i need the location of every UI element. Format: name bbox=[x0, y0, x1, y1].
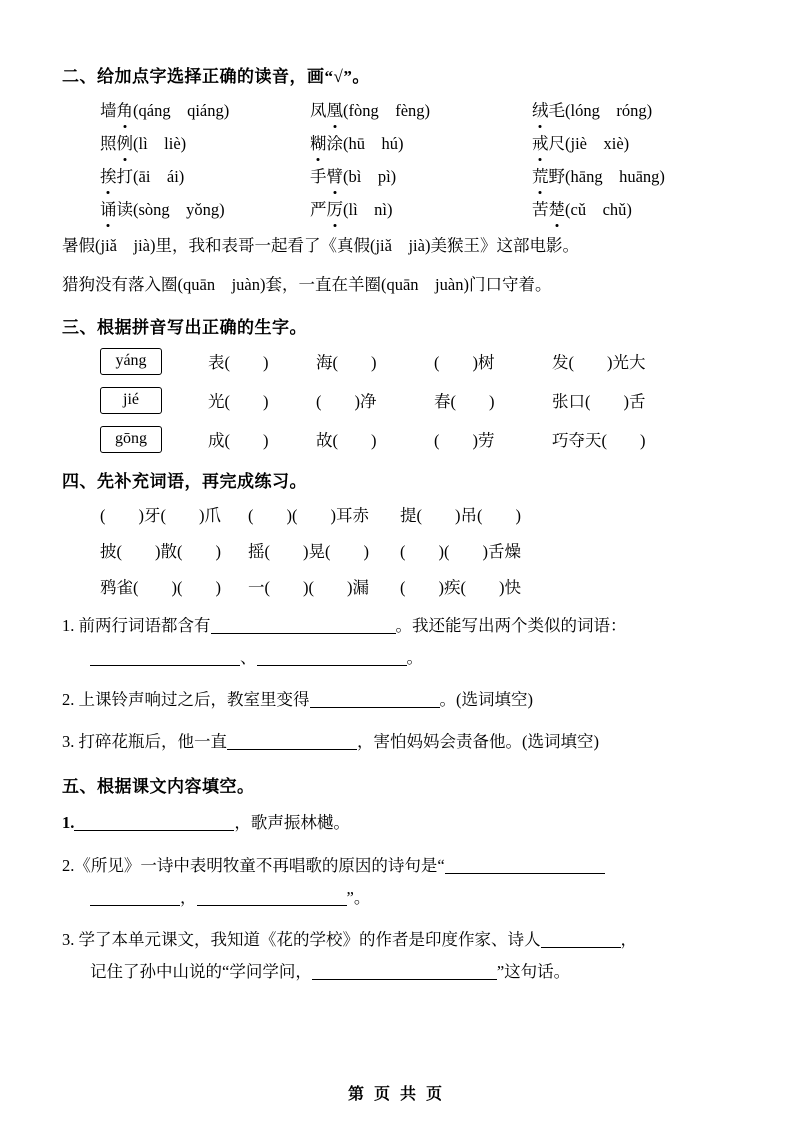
word-fill-item[interactable]: 提( )吊( ) bbox=[400, 505, 521, 525]
section-5-question-1[interactable] bbox=[62, 807, 732, 839]
pinyin-choice-item[interactable]: 照 例 (lì liè) bbox=[62, 130, 310, 154]
question-text-cont2: 记住了孙中山说的“学问学问， bbox=[90, 962, 312, 982]
pinyin-options: (hāng huāng) bbox=[565, 167, 665, 186]
section-5-question-2[interactable] bbox=[62, 850, 732, 914]
pinyin-box: jié bbox=[100, 387, 162, 414]
pinyin-choice-item[interactable]: 挨 打 (āi ái) bbox=[62, 163, 310, 187]
answer-blank[interactable] bbox=[90, 648, 240, 666]
pinyin-choice-item[interactable]: 凤 凰 (fòng fèng) bbox=[310, 97, 532, 121]
pinyin-options: (sòng yǒng) bbox=[133, 200, 225, 219]
question-text-tail: ”这句话。 bbox=[496, 962, 571, 982]
answer-blank[interactable] bbox=[312, 962, 497, 980]
question-text-cont: 。我还能写出两个类似的词语： bbox=[395, 615, 627, 635]
question-text: 2.《所见》一诗中表明牧童不再唱歌的原因的诗句是“ bbox=[62, 855, 445, 875]
pinyin-choice-row bbox=[62, 163, 732, 187]
question-text: ，歌声振林樾。 bbox=[234, 813, 350, 833]
question-text-cont: ，害怕妈妈会责备他。(选词填空) bbox=[357, 732, 599, 752]
word-fill-item[interactable]: 鸦雀( )( ) bbox=[100, 577, 221, 597]
pinyin-options: (lóng róng) bbox=[565, 101, 653, 120]
page-footer: 第 页 共 页 bbox=[347, 1086, 445, 1103]
section-2-question-2[interactable] bbox=[62, 272, 732, 298]
fill-item[interactable]: ( )劳 bbox=[434, 431, 495, 451]
pinyin-choice-row bbox=[62, 130, 732, 154]
question-text: 暑假(jiǎ jià)里，我和表哥一起看了《真假(jiǎ jià)美猴王》这部电影。 bbox=[62, 236, 579, 255]
word-fill-item[interactable]: 摇( )晃( ) bbox=[248, 541, 369, 561]
answer-line bbox=[62, 888, 370, 907]
question-number: 1. bbox=[62, 813, 75, 833]
word-fill-item[interactable]: 一( )( )漏 bbox=[248, 577, 369, 597]
section-5-question-3[interactable] bbox=[62, 924, 732, 988]
worksheet-content bbox=[62, 62, 732, 988]
pinyin-box-wrap bbox=[100, 348, 208, 375]
pinyin-write-row bbox=[62, 426, 732, 453]
word-fill-item[interactable]: ( )牙( )爪 bbox=[100, 505, 221, 525]
section-5-title: 五、根据课文内容填空。 bbox=[62, 777, 255, 797]
section-4-question-3[interactable] bbox=[62, 726, 732, 758]
answer-blank[interactable] bbox=[90, 888, 180, 906]
pinyin-box: yáng bbox=[100, 348, 162, 375]
pinyin-options: (lì nì) bbox=[343, 200, 393, 219]
question-text-cont: ， bbox=[620, 929, 637, 949]
question-text-tail: ”。 bbox=[346, 887, 371, 907]
fill-item[interactable]: 表( ) bbox=[208, 353, 269, 373]
fill-item[interactable]: ( )树 bbox=[434, 353, 495, 373]
answer-blank[interactable] bbox=[541, 930, 621, 948]
answer-blank[interactable] bbox=[74, 813, 234, 831]
pinyin-choice-item[interactable]: 绒 毛 (lóng róng) bbox=[532, 97, 732, 121]
question-text: 2. 上课铃声响过之后，教室里变得 bbox=[62, 690, 310, 710]
pinyin-choice-item[interactable]: 荒 野 (hāng huāng) bbox=[532, 163, 732, 187]
word-fill-item[interactable]: ( )( )耳赤 bbox=[248, 505, 369, 525]
answer-blank[interactable] bbox=[445, 856, 605, 874]
answer-blank[interactable] bbox=[310, 690, 440, 708]
section-4-question-2[interactable] bbox=[62, 684, 732, 716]
answer-line: 、 。 bbox=[62, 648, 423, 667]
pinyin-write-row bbox=[62, 387, 732, 414]
answer-blank[interactable] bbox=[257, 648, 407, 666]
word-fill-row bbox=[62, 574, 732, 598]
pinyin-choice-item[interactable]: 糊 涂 (hū hú) bbox=[310, 130, 532, 154]
pinyin-options: (bì pì) bbox=[343, 167, 397, 186]
pinyin-options: (lì liè) bbox=[133, 134, 187, 153]
answer-blank[interactable] bbox=[227, 732, 357, 750]
pinyin-options: (āi ái) bbox=[133, 167, 185, 186]
word-fill-item[interactable]: ( )( )舌燥 bbox=[400, 541, 521, 561]
section-2-title: 二、给加点字选择正确的读音，画“√”。 bbox=[62, 67, 370, 86]
question-text-cont: 。(选词填空) bbox=[439, 690, 533, 710]
fill-item[interactable]: 春( ) bbox=[434, 392, 495, 412]
question-text-tail: 。 bbox=[406, 647, 423, 667]
pinyin-choice-item[interactable]: 苦 楚 (cǔ chǔ) bbox=[532, 196, 732, 220]
question-text: 3. 打碎花瓶后，他一直 bbox=[62, 732, 227, 752]
question-text: 1. 前两行词语都含有 bbox=[62, 615, 211, 635]
pinyin-choice-item[interactable]: 严 厉 (lì nì) bbox=[310, 196, 532, 220]
section-4-question-1[interactable] bbox=[62, 610, 732, 674]
pinyin-box-wrap bbox=[100, 426, 208, 453]
pinyin-choice-item[interactable]: 墙 角 (qáng qiáng) bbox=[62, 97, 310, 121]
pinyin-choice-item[interactable]: 手 臂 (bì pì) bbox=[310, 163, 532, 187]
word-fill-row bbox=[62, 502, 732, 526]
pinyin-choice-item[interactable]: 戒 尺 (jiè xiè) bbox=[532, 130, 732, 154]
question-text: 3. 学了本单元课文，我知道《花的学校》的作者是印度作家、诗人 bbox=[62, 929, 541, 949]
fill-item[interactable]: 张口( )舌 bbox=[552, 392, 646, 412]
section-4-title: 四、先补充词语，再完成练习。 bbox=[62, 471, 307, 491]
word-fill-item[interactable]: ( )疾( )快 bbox=[400, 577, 521, 597]
fill-item[interactable]: 海( ) bbox=[316, 353, 377, 373]
pinyin-options: (fòng fèng) bbox=[343, 101, 431, 120]
section-3-title: 三、根据拼音写出正确的生字。 bbox=[62, 317, 307, 337]
pinyin-options: (jiè xiè) bbox=[565, 134, 630, 153]
fill-item[interactable]: 故( ) bbox=[316, 431, 377, 451]
fill-item[interactable]: 光( ) bbox=[208, 392, 269, 412]
pinyin-options: (qáng qiáng) bbox=[133, 101, 230, 120]
answer-blank[interactable] bbox=[197, 888, 347, 906]
fill-item[interactable]: ( )净 bbox=[316, 392, 377, 412]
word-fill-item[interactable]: 披( )散( ) bbox=[100, 541, 221, 561]
fill-item[interactable]: 成( ) bbox=[208, 431, 269, 451]
answer-blank[interactable] bbox=[211, 616, 396, 634]
pinyin-options: (cǔ chǔ) bbox=[565, 200, 632, 219]
fill-item[interactable]: 巧夺天( ) bbox=[552, 431, 646, 451]
question-text-cont: ， bbox=[180, 887, 197, 907]
section-2-question-1[interactable] bbox=[62, 233, 732, 259]
pinyin-options: (hū hú) bbox=[343, 134, 404, 153]
question-text: 猎狗没有落入圈(quān juàn)套，一直在羊圈(quān juàn)门口守着。 bbox=[62, 275, 552, 295]
pinyin-box-wrap bbox=[100, 387, 208, 414]
pinyin-choice-row bbox=[62, 196, 732, 220]
fill-item[interactable]: 发( )光大 bbox=[552, 353, 646, 373]
pinyin-write-row bbox=[62, 348, 732, 375]
word-fill-row bbox=[62, 538, 732, 562]
pinyin-choice-row bbox=[62, 97, 732, 121]
pinyin-choice-item[interactable]: 诵 读 (sòng yǒng) bbox=[62, 196, 310, 220]
pinyin-box: gōng bbox=[100, 426, 162, 453]
answer-line bbox=[62, 962, 570, 981]
